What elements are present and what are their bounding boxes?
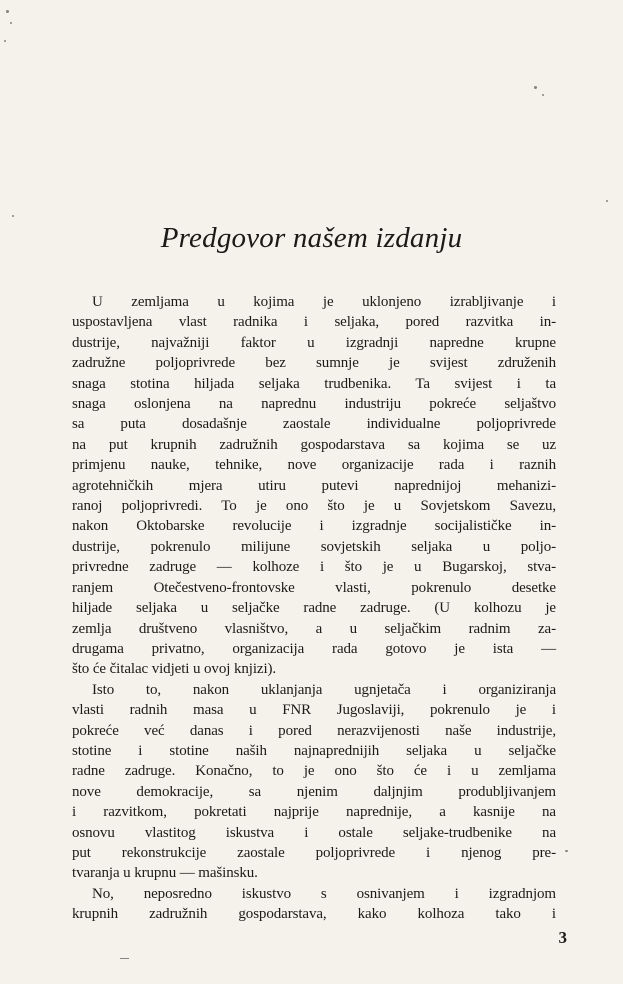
text-line: dustrije, najvažniji faktor u izgradnji napredne krupne bbox=[72, 334, 556, 351]
page-number: 3 bbox=[558, 928, 567, 947]
text-line: snaga oslonjena na naprednu industriju pokreće seljaštvo bbox=[72, 396, 556, 413]
text-line: nove demokracije, sa njenim daljnjim produbljivanjem bbox=[72, 783, 556, 800]
text-line: pokreće već danas i pored nerazvijenosti naše industrije, bbox=[72, 722, 556, 739]
chapter-heading: Predgovor našem izdanju bbox=[160, 222, 463, 254]
text-line: U zemljama u kojima je uklonjeno izrabljivanje i bbox=[92, 294, 556, 310]
scan-speck bbox=[4, 40, 6, 42]
text-line: snaga stotina hiljada seljaka trudbenika. Ta svijest i ta bbox=[72, 375, 556, 392]
scan-speck bbox=[534, 86, 537, 89]
text-line: zemlja društveno vlasništvo, a u seljačkim radnim za- bbox=[72, 620, 556, 637]
text-line: krupnih zadružnih gospodarstava, kako kolhoza tako i bbox=[72, 906, 556, 923]
text-line: nakon Oktobarske revolucije i izgradnje socijalističke in- bbox=[72, 518, 556, 535]
text-line: što će čitalac vidjeti u ovoj knjizi). bbox=[72, 661, 277, 678]
text-line: primjenu nauke, tehnike, nove organizacije rada i raznih bbox=[72, 457, 556, 474]
scan-speck bbox=[606, 200, 608, 202]
text-line: No, neposredno iskustvo s osnivanjem i izgradnjom bbox=[92, 885, 556, 902]
text-line: uspostavljena vlast radnika i seljaka, pored razvitka in- bbox=[72, 314, 556, 331]
text-line: sa puta dosadašnje zaostale individualne poljoprivrede bbox=[72, 416, 556, 433]
text-line: tvaranja u krupnu — mašinsku. bbox=[72, 865, 258, 882]
scan-speck bbox=[10, 22, 12, 24]
text-line: Isto to, nakon uklanjanja ugnjetača i organiziranja bbox=[92, 681, 556, 698]
scan-speck bbox=[120, 958, 129, 959]
text-line: drugama privatno, organizacija rada gotovo je ista — bbox=[72, 640, 556, 657]
text-line: privredne zadruge — kolhoze i što je u Bugarskoj, stva- bbox=[72, 559, 556, 576]
text-line: agrotehničkih mjera utiru putevi naprednijoj mehanizi- bbox=[72, 477, 556, 494]
scan-speck bbox=[12, 215, 14, 217]
text-line: i razvitkom, pokretati najprije naprednije, a kasnije na bbox=[72, 804, 556, 821]
text-line: ranjem Otečestveno-frontovske vlasti, pokrenulo desetke bbox=[72, 579, 556, 596]
text-line: ranoj poljoprivredi. To je ono što je u Sovjetskom Savezu, bbox=[72, 498, 556, 515]
text-line: dustrije, pokrenulo milijune sovjetskih seljaka u poljo- bbox=[72, 538, 556, 555]
text-line: vlasti radnih masa u FNR Jugoslaviji, pokrenulo je i bbox=[72, 702, 556, 719]
text-line: radne zadruge. Konačno, to je ono što će i u zemljama bbox=[72, 763, 556, 780]
scan-speck bbox=[6, 10, 9, 13]
text-line: na put krupnih zadružnih gospodarstava sa kojima se uz bbox=[72, 436, 556, 453]
text-line: put rekonstrukcije zaostale poljoprivrede i njenog pre- bbox=[72, 844, 556, 861]
text-line: stotine i stotine naših najnaprednijih seljaka u seljačke bbox=[72, 742, 556, 759]
body-text bbox=[72, 292, 556, 925]
text-line: hiljade seljaka u seljačke radne zadruge. (U kolhozu je bbox=[72, 600, 556, 617]
scan-speck bbox=[565, 850, 568, 852]
text-line: zadružne poljoprivrede bez sumnje je svijest združenih bbox=[72, 355, 556, 372]
scan-speck bbox=[542, 94, 544, 96]
text-line: osnovu vlastitog iskustva i ostale seljake-trudbenike na bbox=[72, 824, 556, 841]
